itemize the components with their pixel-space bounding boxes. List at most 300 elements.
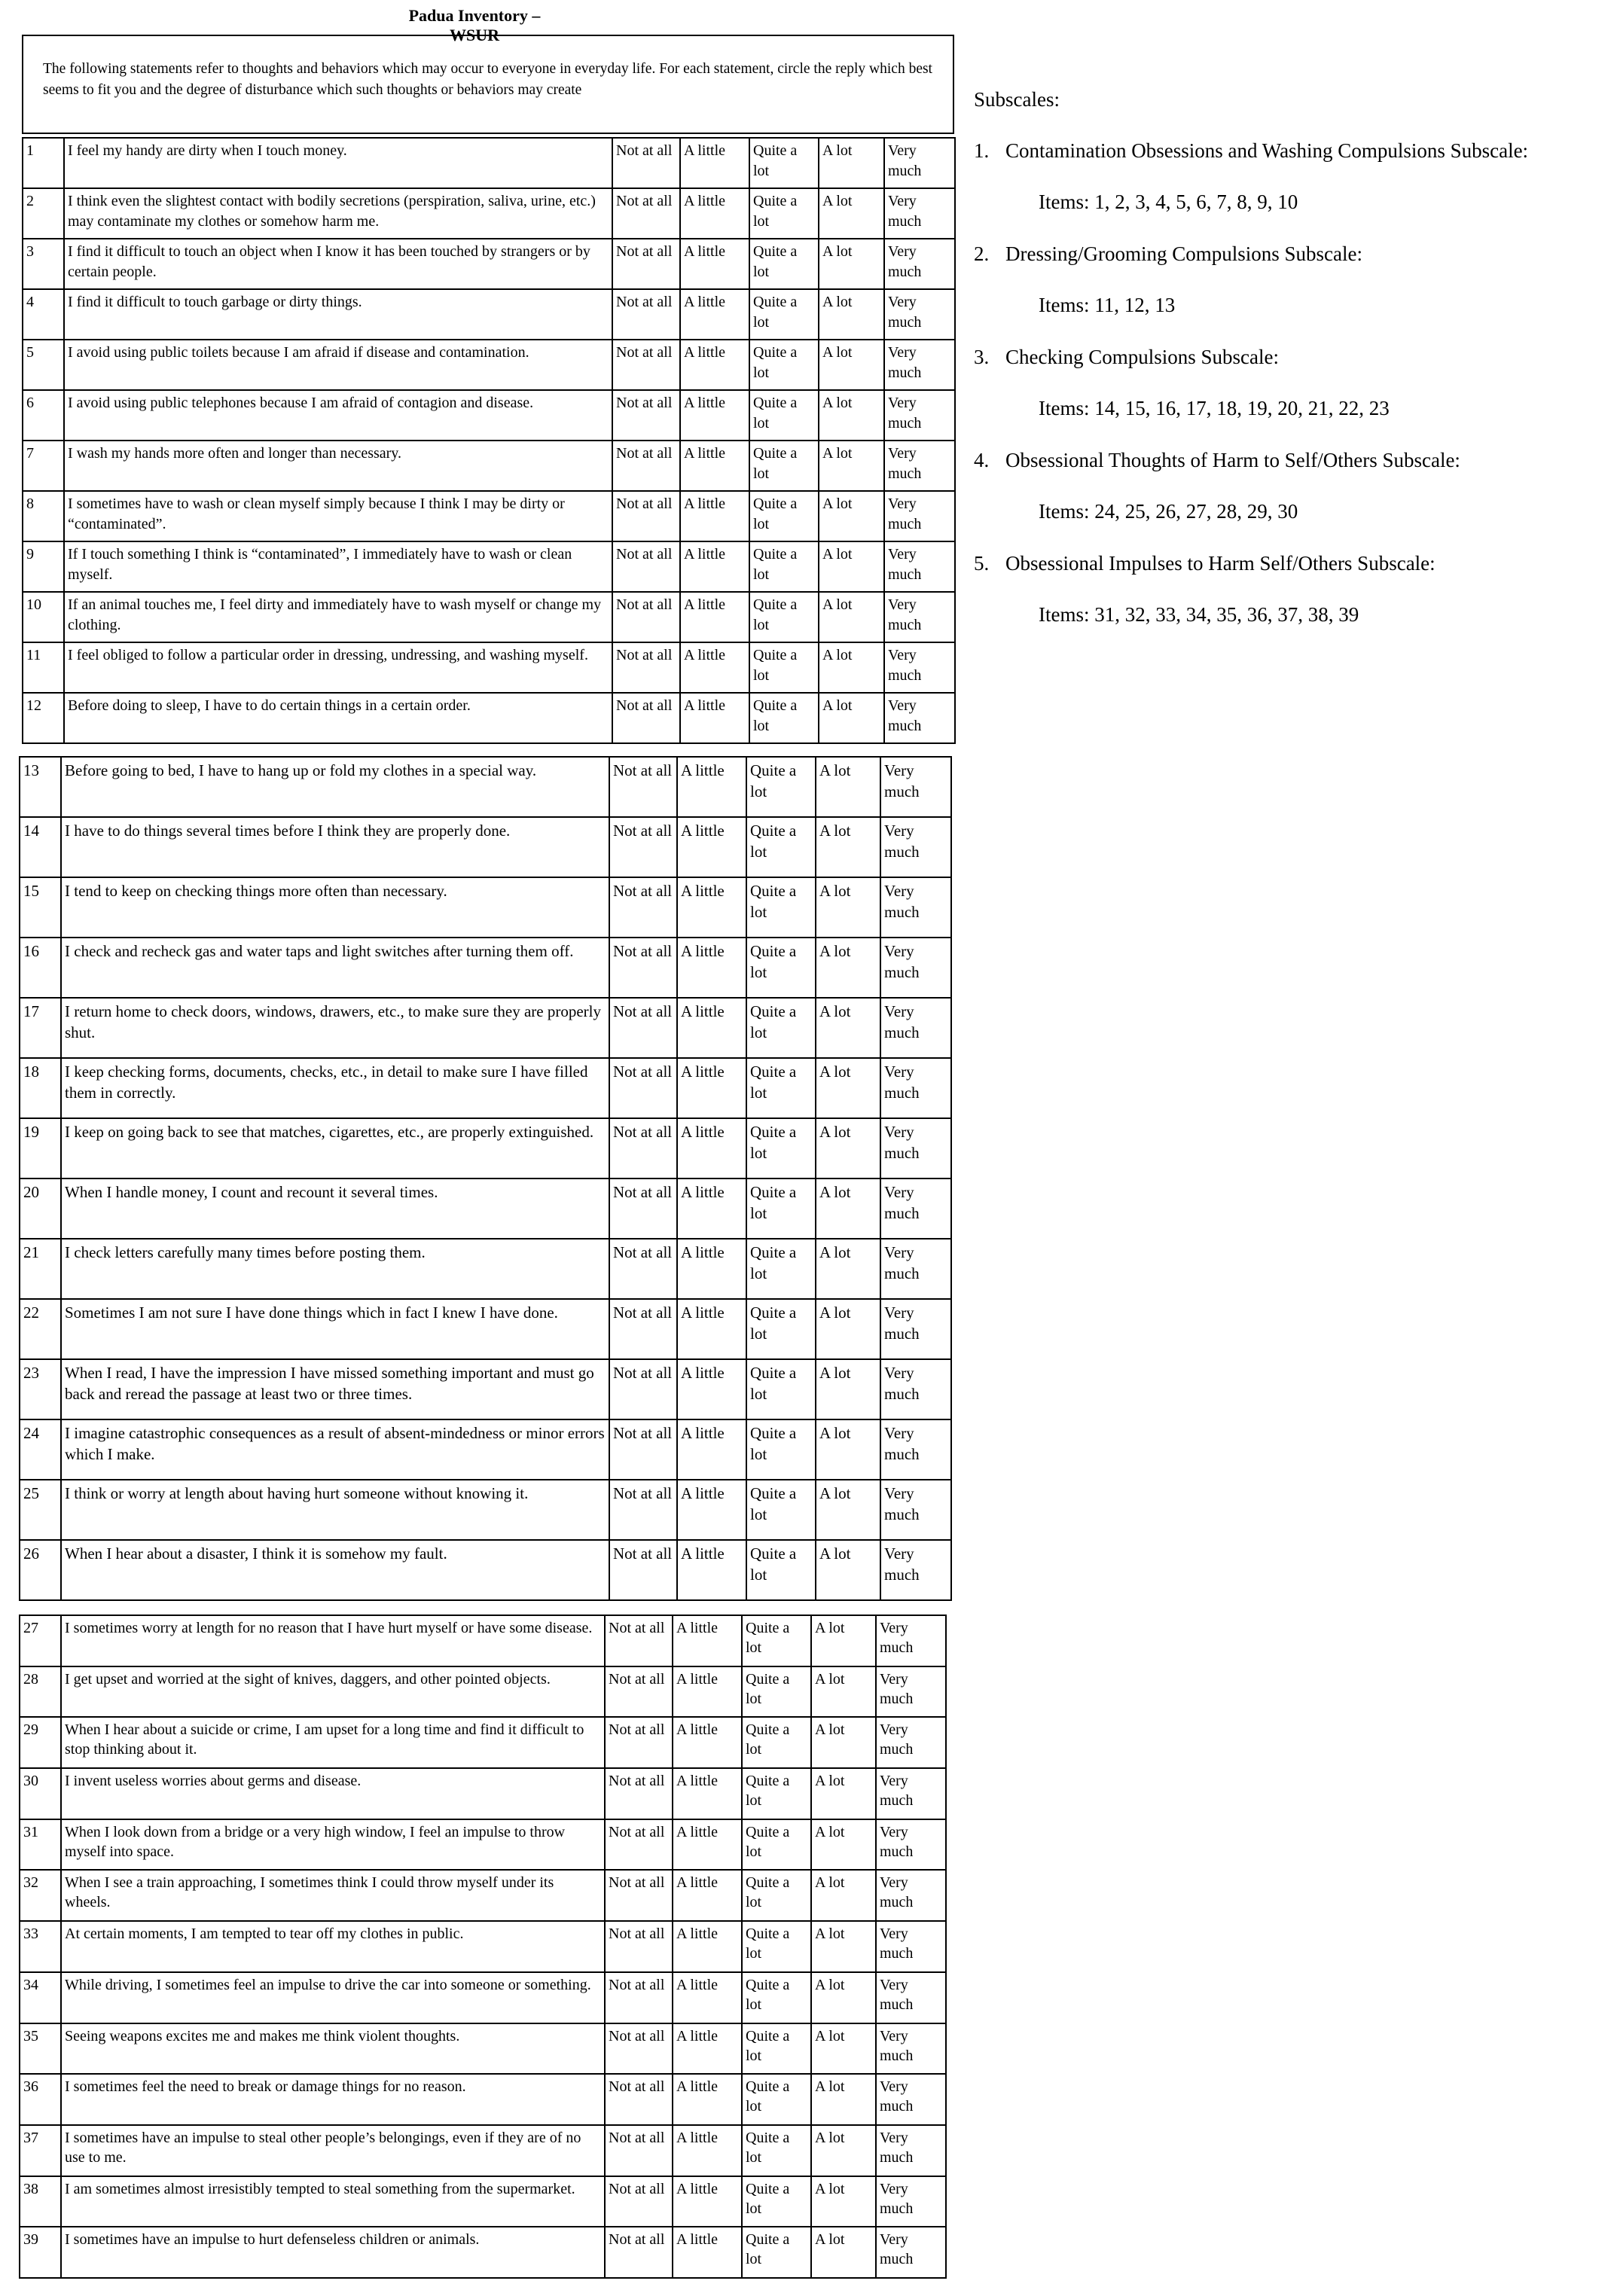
item-number: 28 — [20, 1666, 61, 1718]
item-statement: I tend to keep on checking things more often than necessary. — [61, 877, 609, 938]
option-not-at-all[interactable]: Not at all — [605, 1819, 673, 1871]
option-quite-a-lot[interactable]: Quite a lot — [742, 2176, 811, 2227]
option-a-little[interactable]: A little — [680, 642, 749, 693]
option-not-at-all[interactable]: Not at all — [609, 817, 677, 877]
option-a-little[interactable]: A little — [677, 938, 746, 998]
option-not-at-all[interactable]: Not at all — [612, 138, 680, 188]
item-statement: I am sometimes almost irresistibly tempted to steal something from the supermarket. — [61, 2176, 605, 2227]
option-a-lot[interactable]: A lot — [819, 188, 884, 239]
option-quite-a-lot[interactable]: Quite a lot — [746, 1178, 816, 1239]
item-statement: When I hear about a disaster, I think it is somehow my fault. — [61, 1540, 609, 1600]
option-very-much[interactable]: Very much — [884, 289, 955, 340]
option-quite-a-lot[interactable]: Quite a lot — [742, 2125, 811, 2176]
option-quite-a-lot[interactable]: Quite a lot — [746, 1419, 816, 1480]
option-a-lot[interactable]: A lot — [811, 2227, 876, 2278]
option-quite-a-lot[interactable]: Quite a lot — [749, 441, 819, 491]
option-quite-a-lot[interactable]: Quite a lot — [742, 1666, 811, 1718]
item-statement: I feel obliged to follow a particular order in dressing, undressing, and washing myself. — [64, 642, 612, 693]
option-a-lot[interactable]: A lot — [811, 2125, 876, 2176]
option-quite-a-lot[interactable]: Quite a lot — [749, 541, 819, 592]
option-a-little[interactable]: A little — [673, 1870, 742, 1921]
option-a-little[interactable]: A little — [677, 1178, 746, 1239]
option-a-little[interactable]: A little — [673, 2227, 742, 2278]
option-not-at-all[interactable]: Not at all — [609, 757, 677, 817]
option-quite-a-lot[interactable]: Quite a lot — [749, 188, 819, 239]
option-a-lot[interactable]: A lot — [816, 998, 880, 1058]
option-quite-a-lot[interactable]: Quite a lot — [746, 757, 816, 817]
item-number: 7 — [23, 441, 64, 491]
item-statement: I keep checking forms, documents, checks, etc., in detail to make sure I have filled them in correctly. — [61, 1058, 609, 1118]
option-a-lot[interactable]: A lot — [819, 693, 884, 743]
option-very-much[interactable]: Very much — [880, 1178, 951, 1239]
option-a-lot[interactable]: A lot — [819, 642, 884, 693]
item-row-11 — [23, 642, 955, 693]
item-number: 39 — [20, 2227, 61, 2278]
option-very-much[interactable]: Very much — [880, 1419, 951, 1480]
option-a-little[interactable]: A little — [673, 1717, 742, 1768]
option-quite-a-lot[interactable]: Quite a lot — [742, 1768, 811, 1819]
option-not-at-all[interactable]: Not at all — [612, 239, 680, 289]
option-not-at-all[interactable]: Not at all — [612, 592, 680, 642]
option-a-lot[interactable]: A lot — [811, 1717, 876, 1768]
subscale-4-items: Items: 24, 25, 26, 27, 28, 29, 30 — [1039, 500, 1298, 523]
item-statement: Seeing weapons excites me and makes me think violent thoughts. — [61, 2023, 605, 2075]
option-not-at-all[interactable]: Not at all — [605, 1717, 673, 1768]
item-statement: I check letters carefully many times before posting them. — [61, 1239, 609, 1299]
instructions-text: The following statements refer to thoughts and behaviors which may occur to everyone in everyday life. For each statement, circle the reply which best seems to fit you and the degree of disturbance which such thoughts or behaviors may create — [43, 61, 932, 98]
subscale-5-title: 5. Obsessional Impulses to Harm Self/Others Subscale: — [974, 552, 1436, 575]
item-number: 33 — [20, 1921, 61, 1972]
option-not-at-all[interactable]: Not at all — [612, 441, 680, 491]
option-quite-a-lot[interactable]: Quite a lot — [746, 817, 816, 877]
option-not-at-all[interactable]: Not at all — [612, 289, 680, 340]
option-very-much[interactable]: Very much — [880, 998, 951, 1058]
subscale-3-title: 3. Checking Compulsions Subscale: — [974, 346, 1279, 368]
item-statement: I think or worry at length about having hurt someone without knowing it. — [61, 1480, 609, 1540]
item-number: 6 — [23, 390, 64, 441]
option-not-at-all[interactable]: Not at all — [605, 1666, 673, 1718]
option-not-at-all[interactable]: Not at all — [605, 1768, 673, 1819]
option-a-little[interactable]: A little — [677, 757, 746, 817]
option-quite-a-lot[interactable]: Quite a lot — [746, 1359, 816, 1419]
item-row-15 — [20, 877, 951, 938]
option-very-much[interactable]: Very much — [876, 2176, 946, 2227]
item-row-21 — [20, 1239, 951, 1299]
item-number: 3 — [23, 239, 64, 289]
item-statement: I feel my handy are dirty when I touch money. — [64, 138, 612, 188]
option-quite-a-lot[interactable]: Quite a lot — [742, 1870, 811, 1921]
option-a-lot[interactable]: A lot — [819, 138, 884, 188]
item-number: 17 — [20, 998, 61, 1058]
option-very-much[interactable]: Very much — [884, 390, 955, 441]
item-statement: If I touch something I think is “contaminated”, I immediately have to wash or clean myself. — [64, 541, 612, 592]
option-quite-a-lot[interactable]: Quite a lot — [742, 1717, 811, 1768]
option-quite-a-lot[interactable]: Quite a lot — [742, 1972, 811, 2023]
subscale-5-items: Items: 31, 32, 33, 34, 35, 36, 37, 38, 39 — [1039, 603, 1359, 626]
option-a-lot[interactable]: A lot — [819, 541, 884, 592]
option-a-lot[interactable]: A lot — [811, 1819, 876, 1871]
item-row-24 — [20, 1419, 951, 1480]
item-row-12 — [23, 693, 955, 743]
option-a-little[interactable]: A little — [680, 289, 749, 340]
option-a-little[interactable]: A little — [677, 877, 746, 938]
option-quite-a-lot[interactable]: Quite a lot — [746, 1480, 816, 1540]
option-quite-a-lot[interactable]: Quite a lot — [746, 998, 816, 1058]
item-statement: When I see a train approaching, I sometimes think I could throw myself under its wheels. — [61, 1870, 605, 1921]
item-statement: I think even the slightest contact with bodily secretions (perspiration, saliva, urine, etc.) may contaminate my clothes or somehow harm me. — [64, 188, 612, 239]
item-number: 25 — [20, 1480, 61, 1540]
option-not-at-all[interactable]: Not at all — [612, 642, 680, 693]
subscale-2-items: Items: 11, 12, 13 — [1039, 294, 1176, 316]
option-very-much[interactable]: Very much — [884, 138, 955, 188]
item-statement: I get upset and worried at the sight of knives, daggers, and other pointed objects. — [61, 1666, 605, 1718]
option-quite-a-lot[interactable]: Quite a lot — [749, 138, 819, 188]
item-row-1 — [23, 138, 955, 188]
item-row-23 — [20, 1359, 951, 1419]
item-number: 14 — [20, 817, 61, 877]
option-very-much[interactable]: Very much — [876, 1666, 946, 1718]
option-a-lot[interactable]: A lot — [816, 757, 880, 817]
item-statement: I wash my hands more often and longer than necessary. — [64, 441, 612, 491]
subscale-3-items: Items: 14, 15, 16, 17, 18, 19, 20, 21, 22, 23 — [1039, 397, 1390, 419]
option-not-at-all[interactable]: Not at all — [605, 2227, 673, 2278]
option-not-at-all[interactable]: Not at all — [609, 938, 677, 998]
option-not-at-all[interactable]: Not at all — [605, 2074, 673, 2125]
option-a-little[interactable]: A little — [677, 1058, 746, 1118]
option-quite-a-lot[interactable]: Quite a lot — [746, 1239, 816, 1299]
item-row-31 — [20, 1819, 946, 1871]
option-a-little[interactable]: A little — [677, 1118, 746, 1178]
option-a-little[interactable]: A little — [680, 340, 749, 390]
option-not-at-all[interactable]: Not at all — [612, 541, 680, 592]
item-number: 36 — [20, 2074, 61, 2125]
option-a-lot[interactable]: A lot — [816, 1419, 880, 1480]
option-a-little[interactable]: A little — [673, 1972, 742, 2023]
option-a-lot[interactable]: A lot — [819, 592, 884, 642]
item-row-6 — [23, 390, 955, 441]
item-number: 18 — [20, 1058, 61, 1118]
option-not-at-all[interactable]: Not at all — [609, 1480, 677, 1540]
item-number: 22 — [20, 1299, 61, 1359]
option-not-at-all[interactable]: Not at all — [609, 1419, 677, 1480]
item-statement: When I read, I have the impression I have missed something important and must go back and reread the passage at least two or three times. — [61, 1359, 609, 1419]
option-a-little[interactable]: A little — [677, 1419, 746, 1480]
item-statement: At certain moments, I am tempted to tear off my clothes in public. — [61, 1921, 605, 1972]
option-quite-a-lot[interactable]: Quite a lot — [746, 1058, 816, 1118]
option-a-little[interactable]: A little — [673, 1921, 742, 1972]
option-not-at-all[interactable]: Not at all — [609, 1118, 677, 1178]
option-quite-a-lot[interactable]: Quite a lot — [746, 938, 816, 998]
item-statement: I avoid using public toilets because I am afraid if disease and contamination. — [64, 340, 612, 390]
option-very-much[interactable]: Very much — [880, 817, 951, 877]
option-a-little[interactable]: A little — [677, 1299, 746, 1359]
option-quite-a-lot[interactable]: Quite a lot — [749, 491, 819, 541]
option-very-much[interactable]: Very much — [876, 1717, 946, 1768]
option-a-lot[interactable]: A lot — [811, 2176, 876, 2227]
option-a-little[interactable]: A little — [680, 188, 749, 239]
item-statement: I find it difficult to touch an object when I know it has been touched by strangers or by certain people. — [64, 239, 612, 289]
item-statement: I sometimes have an impulse to hurt defenseless children or animals. — [61, 2227, 605, 2278]
option-quite-a-lot[interactable]: Quite a lot — [742, 2227, 811, 2278]
item-statement: I have to do things several times before I think they are properly done. — [61, 817, 609, 877]
option-a-lot[interactable]: A lot — [816, 1540, 880, 1600]
option-very-much[interactable]: Very much — [884, 239, 955, 289]
items-table-1 — [22, 137, 956, 744]
option-very-much[interactable]: Very much — [884, 693, 955, 743]
option-not-at-all[interactable]: Not at all — [612, 188, 680, 239]
option-very-much[interactable]: Very much — [876, 1972, 946, 2023]
option-a-lot[interactable]: A lot — [811, 2023, 876, 2075]
option-quite-a-lot[interactable]: Quite a lot — [746, 877, 816, 938]
option-very-much[interactable]: Very much — [880, 938, 951, 998]
option-a-lot[interactable]: A lot — [816, 1359, 880, 1419]
option-very-much[interactable]: Very much — [880, 1118, 951, 1178]
item-row-32 — [20, 1870, 946, 1921]
option-very-much[interactable]: Very much — [880, 1239, 951, 1299]
item-number: 11 — [23, 642, 64, 693]
option-very-much[interactable]: Very much — [876, 1768, 946, 1819]
subscale-4-title: 4. Obsessional Thoughts of Harm to Self/Others Subscale: — [974, 449, 1460, 471]
item-row-35 — [20, 2023, 946, 2075]
item-number: 26 — [20, 1540, 61, 1600]
item-row-7 — [23, 441, 955, 491]
option-a-lot[interactable]: A lot — [819, 390, 884, 441]
item-statement: I sometimes feel the need to break or damage things for no reason. — [61, 2074, 605, 2125]
option-a-little[interactable]: A little — [673, 1768, 742, 1819]
option-a-lot[interactable]: A lot — [816, 817, 880, 877]
option-a-lot[interactable]: A lot — [816, 1480, 880, 1540]
option-a-lot[interactable]: A lot — [816, 938, 880, 998]
option-not-at-all[interactable]: Not at all — [605, 1921, 673, 1972]
option-a-little[interactable]: A little — [673, 1666, 742, 1718]
option-not-at-all[interactable]: Not at all — [609, 1359, 677, 1419]
item-number: 1 — [23, 138, 64, 188]
option-very-much[interactable]: Very much — [880, 1540, 951, 1600]
option-a-little[interactable]: A little — [673, 1615, 742, 1666]
option-very-much[interactable]: Very much — [884, 441, 955, 491]
option-very-much[interactable]: Very much — [880, 877, 951, 938]
item-row-8 — [23, 491, 955, 541]
option-very-much[interactable]: Very much — [880, 1480, 951, 1540]
option-a-little[interactable]: A little — [680, 592, 749, 642]
option-a-lot[interactable]: A lot — [819, 491, 884, 541]
option-a-little[interactable]: A little — [680, 390, 749, 441]
item-row-22 — [20, 1299, 951, 1359]
item-row-9 — [23, 541, 955, 592]
item-statement: I invent useless worries about germs and disease. — [61, 1768, 605, 1819]
option-a-lot[interactable]: A lot — [811, 1921, 876, 1972]
option-not-at-all[interactable]: Not at all — [609, 1058, 677, 1118]
item-number: 31 — [20, 1819, 61, 1871]
item-row-27 — [20, 1615, 946, 1666]
option-a-lot[interactable]: A lot — [811, 2074, 876, 2125]
item-number: 12 — [23, 693, 64, 743]
item-number: 21 — [20, 1239, 61, 1299]
item-statement: I avoid using public telephones because I am afraid of contagion and disease. — [64, 390, 612, 441]
option-very-much[interactable]: Very much — [880, 757, 951, 817]
option-not-at-all[interactable]: Not at all — [612, 693, 680, 743]
option-quite-a-lot[interactable]: Quite a lot — [749, 390, 819, 441]
item-number: 2 — [23, 188, 64, 239]
option-very-much[interactable]: Very much — [884, 188, 955, 239]
option-not-at-all[interactable]: Not at all — [609, 1239, 677, 1299]
option-a-lot[interactable]: A lot — [811, 1972, 876, 2023]
item-number: 10 — [23, 592, 64, 642]
item-number: 19 — [20, 1118, 61, 1178]
item-number: 9 — [23, 541, 64, 592]
option-a-little[interactable]: A little — [677, 998, 746, 1058]
option-a-little[interactable]: A little — [673, 2125, 742, 2176]
option-quite-a-lot[interactable]: Quite a lot — [749, 642, 819, 693]
option-a-little[interactable]: A little — [680, 138, 749, 188]
option-a-little[interactable]: A little — [680, 441, 749, 491]
item-statement: I imagine catastrophic consequences as a result of absent-mindedness or minor errors which I make. — [61, 1419, 609, 1480]
option-a-lot[interactable]: A lot — [819, 239, 884, 289]
option-not-at-all[interactable]: Not at all — [605, 1615, 673, 1666]
option-not-at-all[interactable]: Not at all — [605, 1972, 673, 2023]
option-a-lot[interactable]: A lot — [811, 1870, 876, 1921]
item-statement: Before going to bed, I have to hang up or fold my clothes in a special way. — [61, 757, 609, 817]
item-row-16 — [20, 938, 951, 998]
item-statement: I return home to check doors, windows, drawers, etc., to make sure they are properly shut. — [61, 998, 609, 1058]
option-a-little[interactable]: A little — [673, 2176, 742, 2227]
option-quite-a-lot[interactable]: Quite a lot — [749, 239, 819, 289]
option-not-at-all[interactable]: Not at all — [609, 877, 677, 938]
option-a-lot[interactable]: A lot — [816, 1299, 880, 1359]
option-a-little[interactable]: A little — [673, 2023, 742, 2075]
subscale-1-items: Items: 1, 2, 3, 4, 5, 6, 7, 8, 9, 10 — [1039, 191, 1298, 213]
item-row-18 — [20, 1058, 951, 1118]
option-very-much[interactable]: Very much — [884, 340, 955, 390]
option-not-at-all[interactable]: Not at all — [605, 2023, 673, 2075]
item-statement: Sometimes I am not sure I have done things which in fact I knew I have done. — [61, 1299, 609, 1359]
item-number: 29 — [20, 1717, 61, 1768]
item-row-17 — [20, 998, 951, 1058]
option-quite-a-lot[interactable]: Quite a lot — [742, 1819, 811, 1871]
item-row-5 — [23, 340, 955, 390]
item-number: 23 — [20, 1359, 61, 1419]
option-very-much[interactable]: Very much — [876, 2023, 946, 2075]
subscales-heading: Subscales: — [974, 88, 1060, 111]
option-a-lot[interactable]: A lot — [819, 340, 884, 390]
item-number: 38 — [20, 2176, 61, 2227]
option-very-much[interactable]: Very much — [884, 541, 955, 592]
option-a-lot[interactable]: A lot — [811, 1768, 876, 1819]
option-very-much[interactable]: Very much — [876, 2227, 946, 2278]
item-row-37 — [20, 2125, 946, 2176]
option-not-at-all[interactable]: Not at all — [609, 1299, 677, 1359]
option-very-much[interactable]: Very much — [876, 1615, 946, 1666]
option-a-lot[interactable]: A lot — [811, 1666, 876, 1718]
item-row-19 — [20, 1118, 951, 1178]
item-number: 4 — [23, 289, 64, 340]
item-number: 32 — [20, 1870, 61, 1921]
option-not-at-all[interactable]: Not at all — [605, 2125, 673, 2176]
item-number: 34 — [20, 1972, 61, 2023]
option-a-lot[interactable]: A lot — [819, 289, 884, 340]
option-a-lot[interactable]: A lot — [816, 877, 880, 938]
option-quite-a-lot[interactable]: Quite a lot — [749, 693, 819, 743]
option-a-little[interactable]: A little — [677, 1540, 746, 1600]
option-a-little[interactable]: A little — [677, 817, 746, 877]
items-table-2 — [19, 756, 952, 1601]
items-table-3 — [19, 1615, 947, 2279]
item-row-20 — [20, 1178, 951, 1239]
item-row-13 — [20, 757, 951, 817]
option-very-much[interactable]: Very much — [884, 642, 955, 693]
option-quite-a-lot[interactable]: Quite a lot — [742, 2023, 811, 2075]
option-not-at-all[interactable]: Not at all — [605, 1870, 673, 1921]
option-a-little[interactable]: A little — [680, 239, 749, 289]
item-number: 16 — [20, 938, 61, 998]
option-a-lot[interactable]: A lot — [816, 1058, 880, 1118]
option-a-lot[interactable]: A lot — [816, 1178, 880, 1239]
option-a-little[interactable]: A little — [673, 2074, 742, 2125]
instructions-box — [22, 35, 954, 134]
option-a-lot[interactable]: A lot — [816, 1118, 880, 1178]
option-a-little[interactable]: A little — [677, 1480, 746, 1540]
item-row-30 — [20, 1768, 946, 1819]
option-a-little[interactable]: A little — [677, 1359, 746, 1419]
item-row-14 — [20, 817, 951, 877]
option-not-at-all[interactable]: Not at all — [605, 2176, 673, 2227]
item-statement: I keep on going back to see that matches, cigarettes, etc., are properly extinguished. — [61, 1118, 609, 1178]
option-quite-a-lot[interactable]: Quite a lot — [746, 1299, 816, 1359]
option-quite-a-lot[interactable]: Quite a lot — [742, 1615, 811, 1666]
option-very-much[interactable]: Very much — [876, 2125, 946, 2176]
option-a-lot[interactable]: A lot — [819, 441, 884, 491]
option-a-lot[interactable]: A lot — [811, 1615, 876, 1666]
option-not-at-all[interactable]: Not at all — [609, 998, 677, 1058]
option-quite-a-lot[interactable]: Quite a lot — [749, 592, 819, 642]
option-a-little[interactable]: A little — [680, 541, 749, 592]
item-row-33 — [20, 1921, 946, 1972]
option-very-much[interactable]: Very much — [880, 1359, 951, 1419]
option-quite-a-lot[interactable]: Quite a lot — [749, 289, 819, 340]
option-very-much[interactable]: Very much — [876, 1921, 946, 1972]
option-a-little[interactable]: A little — [677, 1239, 746, 1299]
option-quite-a-lot[interactable]: Quite a lot — [749, 340, 819, 390]
option-very-much[interactable]: Very much — [876, 1870, 946, 1921]
option-very-much[interactable]: Very much — [876, 1819, 946, 1871]
option-a-little[interactable]: A little — [680, 491, 749, 541]
option-not-at-all[interactable]: Not at all — [612, 340, 680, 390]
option-quite-a-lot[interactable]: Quite a lot — [742, 1921, 811, 1972]
option-a-little[interactable]: A little — [680, 693, 749, 743]
item-statement: While driving, I sometimes feel an impulse to drive the car into someone or something. — [61, 1972, 605, 2023]
option-not-at-all[interactable]: Not at all — [609, 1178, 677, 1239]
item-number: 37 — [20, 2125, 61, 2176]
option-not-at-all[interactable]: Not at all — [612, 390, 680, 441]
option-very-much[interactable]: Very much — [880, 1058, 951, 1118]
item-number: 8 — [23, 491, 64, 541]
option-not-at-all[interactable]: Not at all — [609, 1540, 677, 1600]
item-row-39 — [20, 2227, 946, 2278]
option-very-much[interactable]: Very much — [884, 491, 955, 541]
option-very-much[interactable]: Very much — [876, 2074, 946, 2125]
item-statement: I sometimes have to wash or clean myself simply because I think I may be dirty or “contaminated”. — [64, 491, 612, 541]
option-very-much[interactable]: Very much — [880, 1299, 951, 1359]
option-quite-a-lot[interactable]: Quite a lot — [746, 1540, 816, 1600]
option-quite-a-lot[interactable]: Quite a lot — [742, 2074, 811, 2125]
option-a-lot[interactable]: A lot — [816, 1239, 880, 1299]
option-very-much[interactable]: Very much — [884, 592, 955, 642]
item-row-28 — [20, 1666, 946, 1718]
option-a-little[interactable]: A little — [673, 1819, 742, 1871]
option-quite-a-lot[interactable]: Quite a lot — [746, 1118, 816, 1178]
option-not-at-all[interactable]: Not at all — [612, 491, 680, 541]
item-number: 15 — [20, 877, 61, 938]
